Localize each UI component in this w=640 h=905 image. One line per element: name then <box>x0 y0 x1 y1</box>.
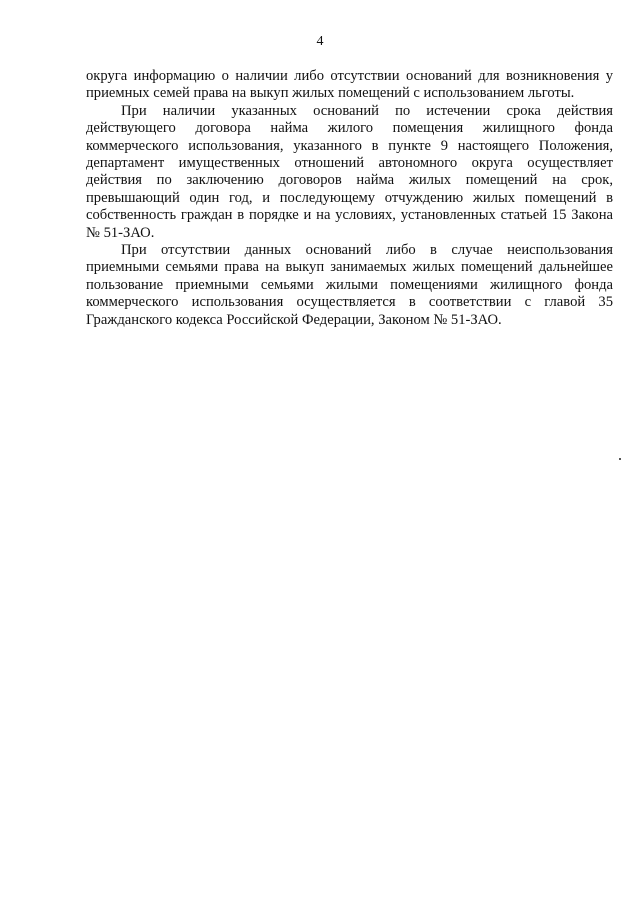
scan-artifact <box>619 458 621 460</box>
paragraph-continuation: округа информацию о наличии либо отсутствии оснований для возникновения у приемных семей права на выкуп жилых помещений с использованием льготы. <box>86 68 613 102</box>
document-body <box>86 68 613 329</box>
paragraph-grounds-absent: При отсутствии данных оснований либо в случае неиспользования приемными семьями права на выкуп занимаемых жилых помещений дальнейшее пользование приемными семьями жилыми помещениями жилищного фонда коммерческого использования осуществляется в соответствии с главой 35 Гражданского кодекса Российской Федерации, Законом № 51-ЗАО. <box>86 242 613 328</box>
paragraph-grounds-present: При наличии указанных оснований по истечении срока действия действующего договора найма жилого помещения жилищного фонда коммерческого использования, указанного в пункте 9 настоящего Положения, департамент имущественных отношений автономного округа осуществляет действия по заключению договоров найма жилых помещений на срок, превышающий один год, и последующему отчуждению жилых помещений в собственность граждан в порядке и на условиях, установленных статьей 15 Закона № 51-ЗАО. <box>86 102 613 241</box>
page-number: 4 <box>316 34 324 49</box>
